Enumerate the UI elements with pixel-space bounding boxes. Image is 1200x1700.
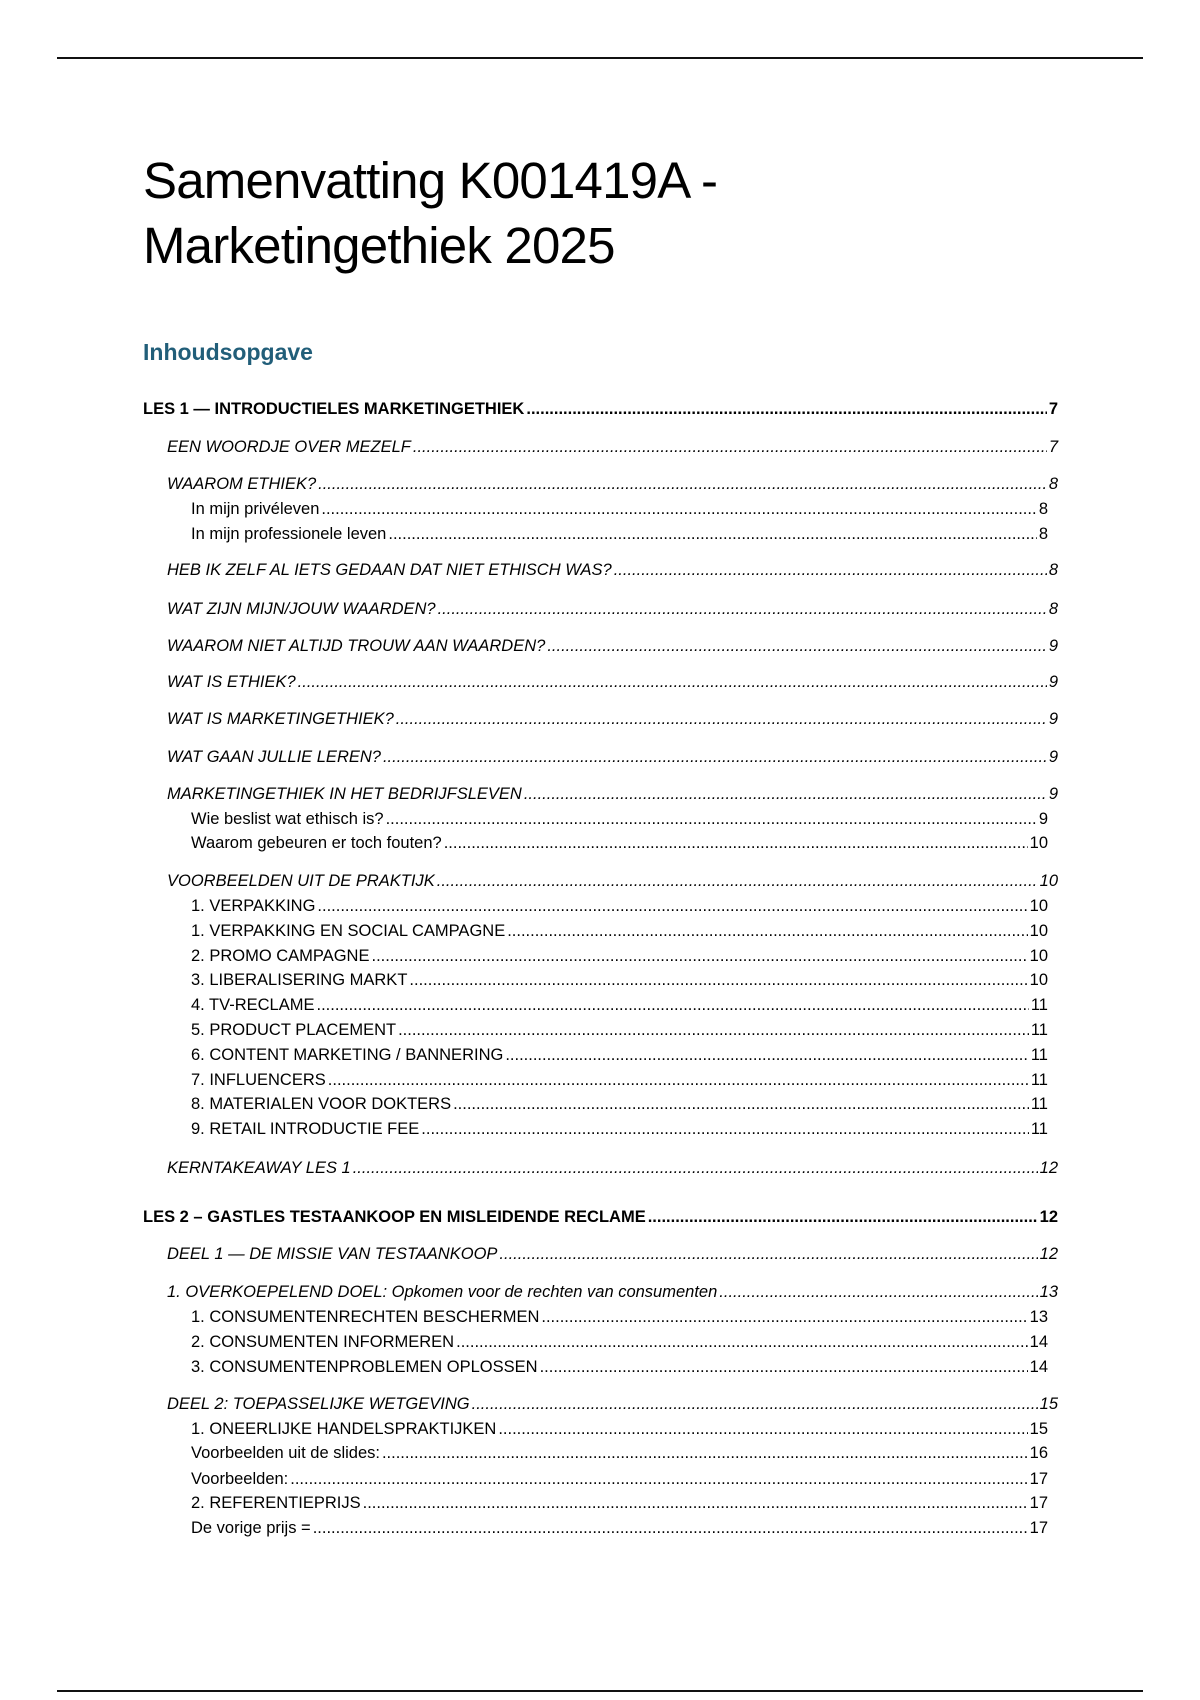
toc-entry[interactable] <box>143 969 1048 991</box>
toc-entry[interactable] <box>143 1069 1048 1091</box>
toc-entry-page: 17 <box>1029 1494 1048 1512</box>
toc-entry-label: DEEL 1 — DE MISSIE VAN TESTAANKOOP <box>167 1245 498 1263</box>
toc-entry-label: EEN WOORDJE OVER MEZELF <box>167 438 411 456</box>
toc-dot-leader <box>505 1044 1029 1066</box>
toc-entry-page: 10 <box>1029 971 1048 989</box>
toc-entry-page: 9 <box>1048 748 1058 766</box>
toc-entry-label: 2. CONSUMENTEN INFORMEREN <box>191 1333 455 1351</box>
toc-entry-label: 7. INFLUENCERS <box>191 1071 326 1089</box>
toc-dot-leader <box>421 1118 1029 1140</box>
toc-entry-label: WAAROM NIET ALTIJD TROUW AAN WAARDEN? <box>167 637 546 655</box>
toc-entry-page: 11 <box>1030 1071 1048 1089</box>
toc-entry[interactable] <box>143 1157 1058 1179</box>
toc-entry[interactable] <box>143 895 1048 917</box>
toc-entry-page: 8 <box>1038 525 1048 543</box>
toc-entry[interactable] <box>143 436 1058 458</box>
toc-entry[interactable] <box>143 1281 1058 1303</box>
toc-dot-leader <box>614 559 1047 581</box>
toc-entry-page: 14 <box>1029 1333 1048 1351</box>
toc-dot-leader <box>383 746 1047 768</box>
toc-entry-page: 17 <box>1029 1519 1048 1537</box>
toc-entry[interactable] <box>143 1019 1048 1041</box>
toc-entry-page: 10 <box>1029 947 1048 965</box>
toc-entry-page: 15 <box>1039 1395 1058 1413</box>
toc-entry-page: 10 <box>1029 922 1048 940</box>
toc-entry-page: 8 <box>1048 600 1058 618</box>
toc-entry-label: 4. TV-RECLAME <box>191 996 315 1014</box>
toc-dot-leader <box>328 1069 1029 1091</box>
toc-entry[interactable] <box>143 1442 1048 1464</box>
toc-entry-page: 12 <box>1039 1245 1058 1263</box>
toc-entry-page: 9 <box>1048 710 1058 728</box>
toc-dot-leader <box>547 635 1047 657</box>
toc-entry-page: 10 <box>1039 872 1058 890</box>
toc-entry-page: 9 <box>1048 785 1058 803</box>
toc-entry-page: 11 <box>1030 996 1048 1014</box>
toc-dot-leader <box>298 671 1047 693</box>
toc-entry-label: KERNTAKEAWAY LES 1 <box>167 1159 351 1177</box>
toc-entry-page: 17 <box>1029 1470 1048 1488</box>
toc-entry[interactable] <box>143 1044 1048 1066</box>
toc-entry-page: 11 <box>1030 1095 1048 1113</box>
toc-entry-label: 9. RETAIL INTRODUCTIE FEE <box>191 1120 420 1138</box>
toc-entry-label: WAT IS ETHIEK? <box>167 673 296 691</box>
toc-dot-leader <box>453 1093 1029 1115</box>
toc-dot-leader <box>437 870 1038 892</box>
toc-entry[interactable] <box>143 1492 1048 1514</box>
toc-entry-label: WAT ZIJN MIJN/JOUW WAARDEN? <box>167 600 436 618</box>
toc-dot-leader <box>313 1517 1028 1539</box>
toc-dot-leader <box>444 832 1028 854</box>
toc-entry-label: WAT GAAN JULLIE LEREN? <box>167 748 381 766</box>
toc-entry-page: 11 <box>1030 1021 1048 1039</box>
toc-entry-page: 16 <box>1029 1444 1048 1462</box>
toc-entry-label: 1. VERPAKKING <box>191 897 316 915</box>
toc-entry[interactable] <box>143 920 1048 942</box>
toc-entry-label: HEB IK ZELF AL IETS GEDAAN DAT NIET ETHISCH WAS? <box>167 561 612 579</box>
toc-dot-leader <box>321 498 1036 520</box>
toc-entry[interactable] <box>143 945 1048 967</box>
toc-entry[interactable] <box>143 708 1058 730</box>
toc-entry-page: 13 <box>1029 1308 1048 1326</box>
toc-entry[interactable] <box>143 1093 1048 1115</box>
toc-entry-label: 1. VERPAKKING EN SOCIAL CAMPAGNE <box>191 922 506 940</box>
toc-entry-page: 7 <box>1048 438 1058 456</box>
toc-dot-leader <box>290 1468 1027 1490</box>
toc-dot-leader <box>541 1306 1027 1328</box>
toc-entry[interactable] <box>143 1356 1048 1378</box>
toc-dot-leader <box>499 1243 1037 1265</box>
toc-entry-page: 11 <box>1030 1120 1048 1138</box>
header-rule <box>57 57 1143 59</box>
toc-entry-label: 1. ONEERLIJKE HANDELSPRAKTIJKEN <box>191 1420 497 1438</box>
toc-dot-leader <box>472 1393 1038 1415</box>
toc-heading: Inhoudsopgave <box>143 339 313 365</box>
toc-entry-label: LES 2 – GASTLES TESTAANKOOP EN MISLEIDENDE RECLAME <box>143 1208 646 1226</box>
toc-entry[interactable] <box>143 1393 1058 1415</box>
toc-entry-label: Voorbeelden uit de slides: <box>191 1444 380 1462</box>
toc-dot-leader <box>507 920 1027 942</box>
toc-entry-label: 5. PRODUCT PLACEMENT <box>191 1021 397 1039</box>
toc-entry-label: Waarom gebeuren er toch fouten? <box>191 834 442 852</box>
toc-dot-leader <box>409 969 1027 991</box>
toc-entry[interactable] <box>143 559 1058 581</box>
toc-entry-label: 1. OVERKOEPELEND DOEL: Opkomen voor de rechten van consumenten <box>167 1283 718 1301</box>
toc-dot-leader <box>438 598 1047 620</box>
toc-entry-page: 12 <box>1039 1208 1058 1226</box>
toc-entry[interactable] <box>143 832 1048 854</box>
toc-entry-page: 10 <box>1029 897 1048 915</box>
toc-entry-label: Voorbeelden: <box>191 1470 289 1488</box>
toc-dot-leader <box>524 783 1047 805</box>
toc-entry[interactable] <box>143 1517 1048 1539</box>
toc-entry[interactable] <box>143 1331 1048 1353</box>
toc-dot-leader <box>540 1356 1028 1378</box>
toc-entry[interactable] <box>143 598 1058 620</box>
toc-entry-label: 2. PROMO CAMPAGNE <box>191 947 370 965</box>
toc-entry-page: 8 <box>1038 500 1048 518</box>
toc-dot-leader <box>648 1206 1038 1228</box>
toc-entry[interactable] <box>143 1206 1058 1228</box>
toc-entry[interactable] <box>143 1468 1048 1490</box>
toc-entry[interactable] <box>143 783 1058 805</box>
toc-entry[interactable] <box>143 523 1048 545</box>
toc-entry-label: 8. MATERIALEN VOOR DOKTERS <box>191 1095 452 1113</box>
toc-entry[interactable] <box>143 671 1058 693</box>
toc-dot-leader <box>456 1331 1028 1353</box>
toc-dot-leader <box>719 1281 1037 1303</box>
footer-rule <box>57 1690 1143 1692</box>
toc-entry-page: 12 <box>1039 1159 1058 1177</box>
toc-entry[interactable] <box>143 398 1058 420</box>
title-line-1: Samenvatting K001419A - <box>143 152 718 209</box>
toc-dot-leader <box>526 398 1046 420</box>
toc-dot-leader <box>388 523 1036 545</box>
toc-entry[interactable] <box>143 1118 1048 1140</box>
toc-entry[interactable] <box>143 635 1058 657</box>
toc-entry[interactable] <box>143 1306 1048 1328</box>
toc-entry-page: 11 <box>1030 1046 1048 1064</box>
toc-entry-page: 8 <box>1048 561 1058 579</box>
toc-entry-label: 3. LIBERALISERING MARKT <box>191 971 408 989</box>
toc-entry[interactable] <box>143 746 1058 768</box>
toc-entry-page: 10 <box>1029 834 1048 852</box>
toc-dot-leader <box>498 1418 1027 1440</box>
toc-entry-page: 8 <box>1048 475 1058 493</box>
toc-entry-page: 14 <box>1029 1358 1048 1376</box>
toc-dot-leader <box>382 1442 1028 1464</box>
toc-dot-leader <box>363 1492 1028 1514</box>
toc-dot-leader <box>386 808 1037 830</box>
toc-entry-label: 2. REFERENTIEPRIJS <box>191 1494 361 1512</box>
toc-entry-label: MARKETINGETHIEK IN HET BEDRIJFSLEVEN <box>167 785 522 803</box>
toc-entry-page: 9 <box>1048 673 1058 691</box>
toc-entry-label: 1. CONSUMENTENRECHTEN BESCHERMEN <box>191 1308 540 1326</box>
toc-entry-label: DEEL 2: TOEPASSELIJKE WETGEVING <box>167 1395 470 1413</box>
toc-dot-leader <box>398 1019 1029 1041</box>
toc-entry-label: WAT IS MARKETINGETHIEK? <box>167 710 394 728</box>
toc-entry-label: 6. CONTENT MARKETING / BANNERING <box>191 1046 504 1064</box>
toc-dot-leader <box>318 473 1047 495</box>
toc-entry-page: 15 <box>1029 1420 1048 1438</box>
toc-dot-leader <box>371 945 1027 967</box>
toc-entry-label: LES 1 — INTRODUCTIELES MARKETINGETHIEK <box>143 400 525 418</box>
toc-dot-leader <box>353 1157 1038 1179</box>
toc-entry-label: In mijn privéleven <box>191 500 320 518</box>
toc-dot-leader <box>396 708 1047 730</box>
toc-entry-label: 3. CONSUMENTENPROBLEMEN OPLOSSEN <box>191 1358 538 1376</box>
toc-dot-leader <box>316 994 1028 1016</box>
toc-entry[interactable] <box>143 808 1048 830</box>
toc-entry-label: Wie beslist wat ethisch is? <box>191 810 384 828</box>
toc-dot-leader <box>413 436 1047 458</box>
toc-entry[interactable] <box>143 473 1058 495</box>
toc-entry-label: VOORBEELDEN UIT DE PRAKTIJK <box>167 872 435 890</box>
toc-entry-label: WAAROM ETHIEK? <box>167 475 317 493</box>
title-line-2: Marketingethiek 2025 <box>143 217 615 274</box>
toc-entry[interactable] <box>143 498 1048 520</box>
toc-entry-label: In mijn professionele leven <box>191 525 387 543</box>
toc-entry-page: 9 <box>1048 637 1058 655</box>
document-title <box>143 148 717 278</box>
toc-dot-leader <box>317 895 1027 917</box>
toc-entry[interactable] <box>143 870 1058 892</box>
toc-entry[interactable] <box>143 1418 1048 1440</box>
toc-entry-label: De vorige prijs = <box>191 1519 311 1537</box>
toc-entry[interactable] <box>143 994 1048 1016</box>
toc-entry-page: 7 <box>1048 400 1058 418</box>
toc-entry-page: 13 <box>1039 1283 1058 1301</box>
toc-entry-page: 9 <box>1038 810 1048 828</box>
toc-entry[interactable] <box>143 1243 1058 1265</box>
